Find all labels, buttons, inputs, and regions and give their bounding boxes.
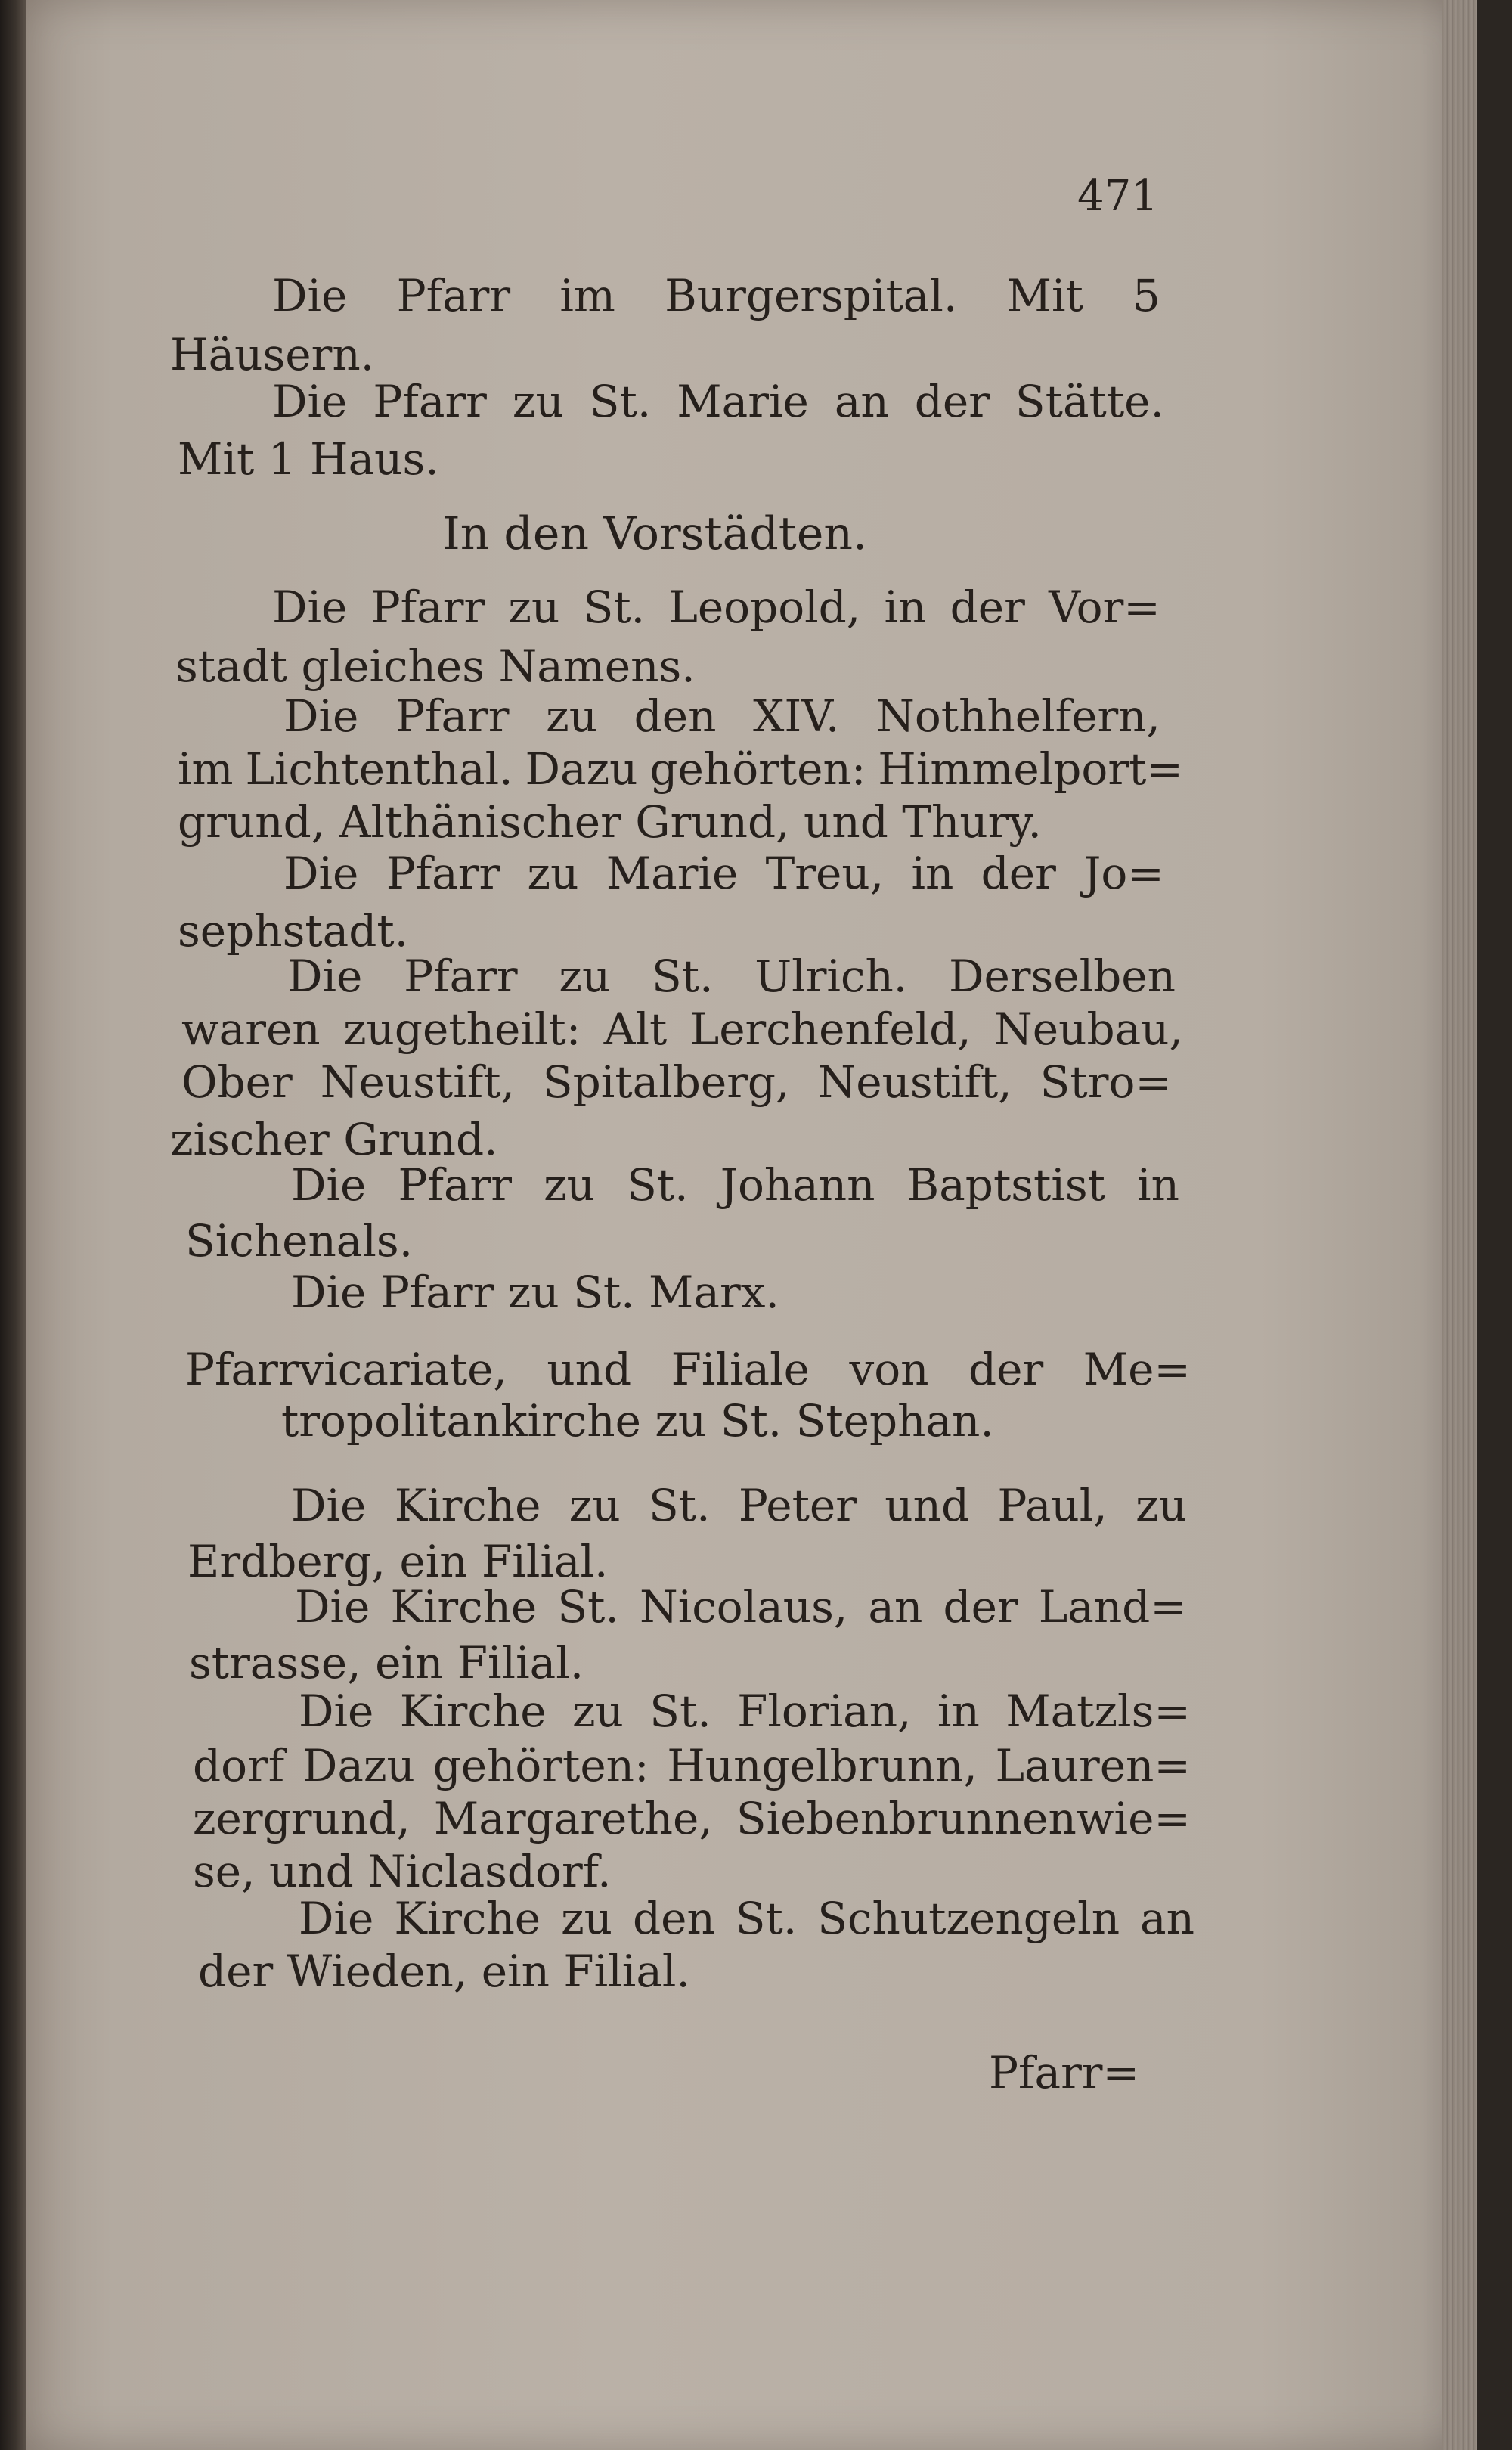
word: Florian, bbox=[737, 1686, 912, 1737]
text-line: se, und Niclasdorf. bbox=[193, 1846, 612, 1897]
word: Spitalberg, bbox=[542, 1056, 790, 1108]
word: Lichtenthal. bbox=[245, 743, 513, 795]
text-line bbox=[284, 848, 1164, 899]
text-line: strasse, ein Filial. bbox=[189, 1637, 584, 1689]
word: Schutzengeln bbox=[817, 1893, 1120, 1944]
word: Neustift, bbox=[817, 1056, 1012, 1108]
word: Filiale bbox=[671, 1344, 810, 1395]
word: Peter bbox=[738, 1480, 857, 1531]
word: Me= bbox=[1083, 1344, 1191, 1395]
word: zugetheilt: bbox=[342, 1003, 581, 1055]
text-line: Sichenals. bbox=[185, 1215, 414, 1267]
word: Pfarr bbox=[396, 270, 511, 321]
word: an bbox=[1140, 1893, 1194, 1944]
word: in bbox=[911, 848, 954, 899]
word: Matzls= bbox=[1005, 1686, 1191, 1737]
word: Marie bbox=[677, 376, 809, 427]
word: Kirche bbox=[394, 1480, 541, 1531]
word: Pfarr bbox=[370, 581, 485, 633]
word: Nicolaus, bbox=[639, 1581, 848, 1633]
text-line: Erdberg, ein Filial. bbox=[187, 1536, 609, 1587]
word: Pfarr bbox=[398, 1159, 513, 1211]
word: Pfarr bbox=[386, 848, 500, 899]
word: Die bbox=[299, 1893, 374, 1944]
word: Die bbox=[299, 1686, 374, 1737]
word: 5 bbox=[1132, 270, 1160, 321]
word: Jo= bbox=[1083, 848, 1164, 899]
text-line bbox=[178, 743, 1183, 795]
text-line: Die Pfarr zu St. Marx. bbox=[291, 1267, 779, 1318]
word: Treu, bbox=[765, 848, 885, 899]
word: St. bbox=[583, 581, 646, 633]
text-line bbox=[299, 1686, 1191, 1737]
word: Kirche bbox=[394, 1893, 541, 1944]
word: Alt bbox=[603, 1003, 668, 1055]
word: Die bbox=[272, 270, 348, 321]
section-heading: tropolitankirche zu St. Stephan. bbox=[281, 1395, 994, 1447]
word: Kirche bbox=[390, 1581, 538, 1633]
word: Die bbox=[284, 690, 359, 742]
word: zu bbox=[546, 690, 598, 742]
word: Neubau, bbox=[994, 1003, 1183, 1055]
word: Ulrich. bbox=[754, 951, 908, 1002]
word: St. bbox=[652, 951, 714, 1002]
word: der bbox=[981, 848, 1056, 899]
word: Leopold, bbox=[668, 581, 861, 633]
word: Hungelbrunn, bbox=[667, 1740, 978, 1791]
word: Pfarr bbox=[373, 376, 487, 427]
word: Marie bbox=[606, 848, 739, 899]
word: der bbox=[914, 376, 990, 427]
word: Lerchenfeld, bbox=[689, 1003, 971, 1055]
page-number: 471 bbox=[1077, 172, 1158, 221]
word: und bbox=[547, 1344, 632, 1395]
word: in bbox=[884, 581, 927, 633]
text-line: Mit 1 Haus. bbox=[178, 433, 439, 485]
word: der bbox=[943, 1581, 1018, 1633]
text-line bbox=[287, 951, 1176, 1002]
text-line bbox=[299, 1893, 1194, 1944]
text-line bbox=[193, 1793, 1191, 1844]
word: Vor= bbox=[1049, 581, 1160, 633]
word: Pfarr bbox=[404, 951, 518, 1002]
text-line: Häusern. bbox=[170, 329, 375, 380]
word: im bbox=[559, 270, 615, 321]
word: zu bbox=[508, 581, 560, 633]
word: den bbox=[634, 690, 717, 742]
word: Die bbox=[287, 951, 363, 1002]
word: St. bbox=[649, 1686, 711, 1737]
word: zu bbox=[512, 376, 564, 427]
word: im bbox=[178, 743, 234, 795]
word: von bbox=[849, 1344, 929, 1395]
word: Lauren= bbox=[995, 1740, 1191, 1791]
text-line bbox=[193, 1740, 1191, 1791]
word: St. bbox=[735, 1893, 798, 1944]
word: Land= bbox=[1038, 1581, 1187, 1633]
text-line bbox=[295, 1581, 1187, 1633]
word: der bbox=[968, 1344, 1044, 1395]
text-line: sephstadt. bbox=[178, 905, 409, 957]
word: in bbox=[1137, 1159, 1179, 1211]
word: Johann bbox=[720, 1159, 875, 1211]
word: Baptstist bbox=[906, 1159, 1105, 1211]
word: zu bbox=[544, 1159, 596, 1211]
word: Margarethe, bbox=[433, 1793, 713, 1844]
word: Die bbox=[291, 1159, 367, 1211]
text-line: der Wieden, ein Filial. bbox=[198, 1946, 690, 1997]
text-line: stadt gleiches Namens. bbox=[175, 640, 696, 692]
word: Siebenbrunnenwie= bbox=[736, 1793, 1191, 1844]
word: Die bbox=[284, 848, 359, 899]
text-line bbox=[181, 1056, 1172, 1108]
word: an bbox=[834, 376, 889, 427]
word: Pfarrvicariate, bbox=[185, 1344, 507, 1395]
word: Nothhelfern, bbox=[876, 690, 1160, 742]
section-heading: In den Vorstädten. bbox=[442, 507, 868, 560]
word: Stätte. bbox=[1015, 376, 1164, 427]
word: Die bbox=[272, 376, 348, 427]
word: zergrund, bbox=[193, 1793, 411, 1844]
word: Himmelport= bbox=[878, 743, 1183, 795]
word: St. bbox=[589, 376, 652, 427]
word: und bbox=[885, 1480, 970, 1531]
word: St. bbox=[627, 1159, 689, 1211]
word: den bbox=[633, 1893, 715, 1944]
word: Die bbox=[272, 581, 348, 633]
word: zu bbox=[569, 1480, 621, 1531]
section-heading bbox=[185, 1344, 1191, 1395]
text-line bbox=[272, 376, 1164, 427]
word: zu bbox=[1136, 1480, 1187, 1531]
word: zu bbox=[559, 951, 611, 1002]
word: zu bbox=[572, 1686, 624, 1737]
text-line bbox=[291, 1159, 1179, 1211]
word: Dazu bbox=[302, 1740, 415, 1791]
word: St. bbox=[649, 1480, 711, 1531]
word: XIV. bbox=[753, 690, 840, 742]
word: dorf bbox=[193, 1740, 285, 1791]
word: der bbox=[950, 581, 1025, 633]
word: Neustift, bbox=[320, 1056, 515, 1108]
text-line bbox=[272, 270, 1160, 321]
word: Kirche bbox=[399, 1686, 547, 1737]
word: zu bbox=[527, 848, 579, 899]
word: Mit bbox=[1006, 270, 1083, 321]
word: gehörten: bbox=[432, 1740, 649, 1791]
text-line bbox=[284, 690, 1160, 742]
word: waren bbox=[181, 1003, 321, 1055]
text-line: grund, Althänischer Grund, und Thury. bbox=[178, 796, 1042, 848]
word: Pfarr bbox=[395, 690, 510, 742]
word: Dazu bbox=[525, 743, 638, 795]
word: St. bbox=[557, 1581, 619, 1633]
text-line bbox=[272, 581, 1160, 633]
word: in bbox=[937, 1686, 980, 1737]
word: Ober bbox=[181, 1056, 293, 1108]
catchword: Pfarr= bbox=[989, 2047, 1140, 2098]
word: Derselben bbox=[948, 951, 1176, 1002]
word: gehörten: bbox=[649, 743, 866, 795]
text-line bbox=[291, 1480, 1187, 1531]
word: zu bbox=[561, 1893, 613, 1944]
word: Stro= bbox=[1040, 1056, 1172, 1108]
word: Paul, bbox=[997, 1480, 1108, 1531]
word: Die bbox=[291, 1480, 367, 1531]
word: Burgerspital. bbox=[665, 270, 958, 321]
text-line bbox=[181, 1003, 1183, 1055]
word: Die bbox=[295, 1581, 370, 1633]
word: an bbox=[868, 1581, 923, 1633]
text-line: zischer Grund. bbox=[170, 1114, 498, 1165]
